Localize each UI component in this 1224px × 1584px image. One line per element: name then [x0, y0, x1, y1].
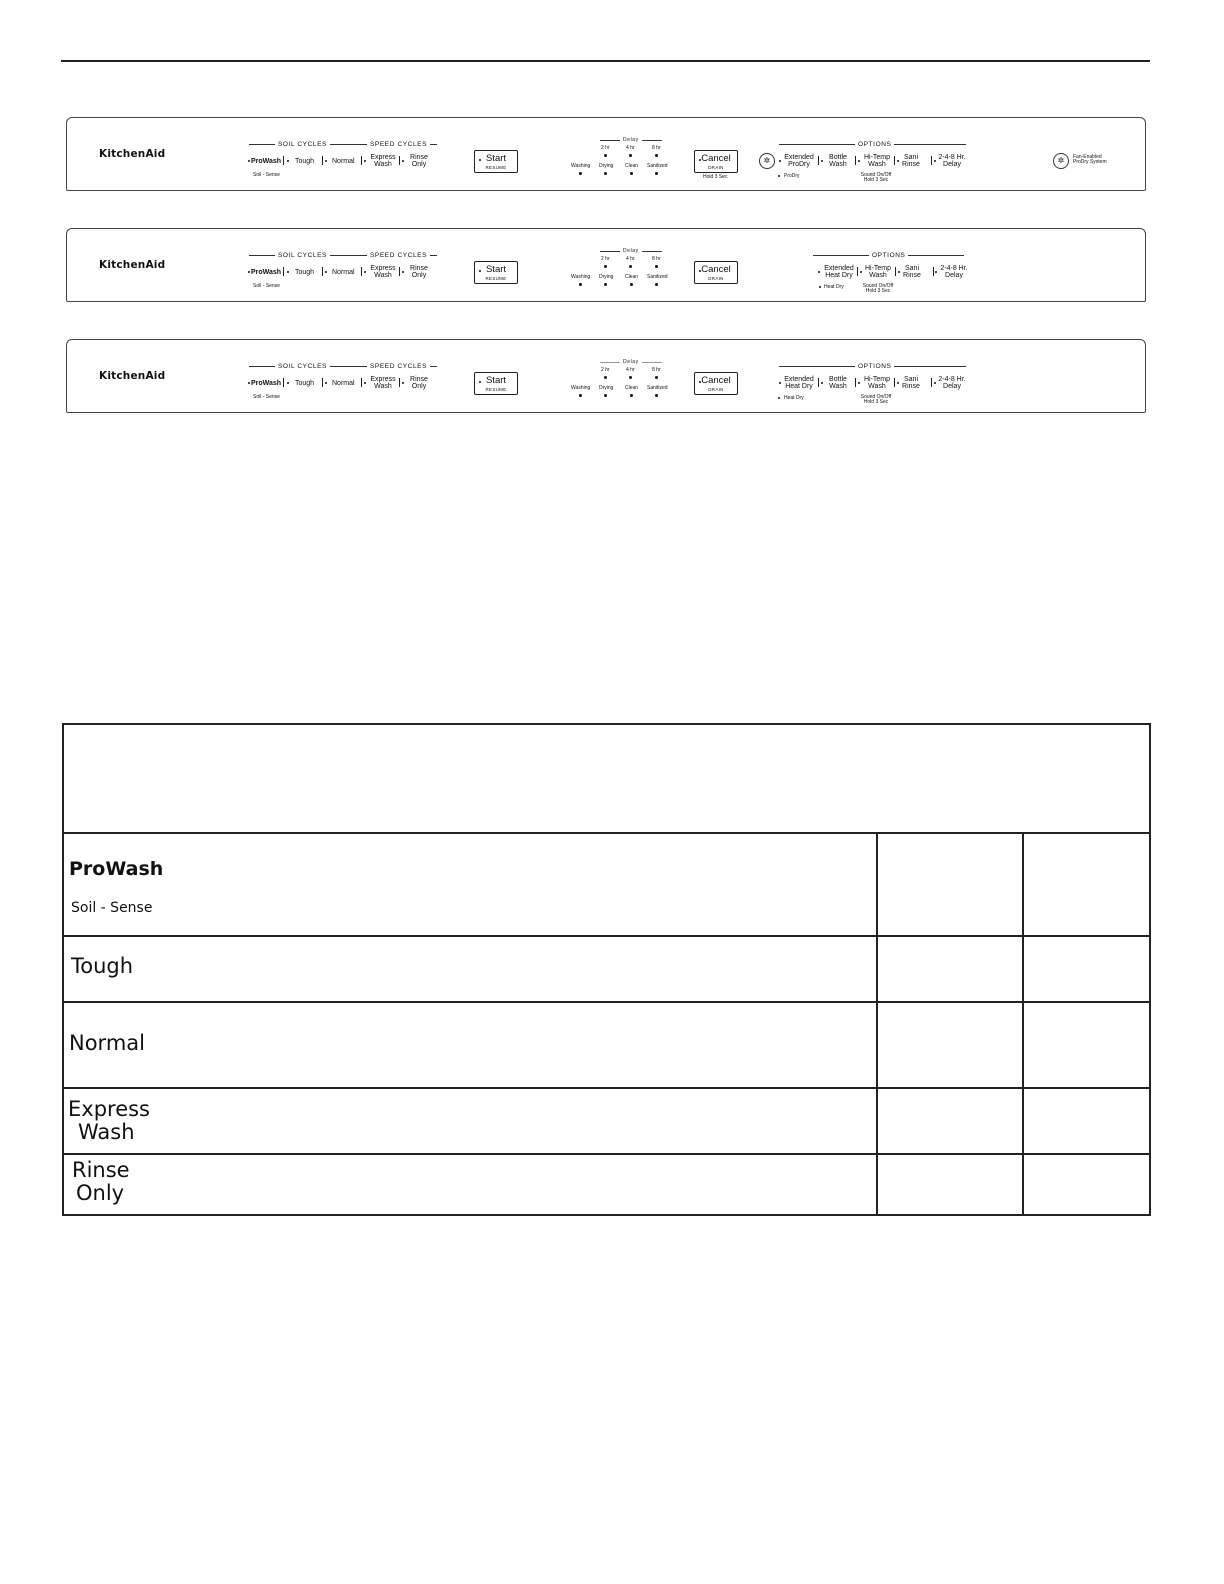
- table-cell: [1023, 1154, 1150, 1215]
- extended-heat-dry-button[interactable]: Extended Heat Dry: [784, 376, 814, 390]
- control-panel-2: [66, 228, 1146, 302]
- hi-temp-wash-button[interactable]: Hi-Temp Wash: [863, 154, 891, 168]
- table-row: [63, 1154, 1150, 1215]
- table-cell: [1023, 1002, 1150, 1088]
- brand-logo: KitchenAid: [99, 148, 166, 160]
- control-panel-3: [66, 339, 1146, 413]
- sound-label: Sound On/Off Hold 3 Sec: [860, 172, 892, 183]
- table-row: [63, 833, 1150, 936]
- delay-4hr-label: 4 hr: [626, 256, 635, 262]
- table-row: [63, 1002, 1150, 1088]
- prodry-indicator-label: ProDry: [784, 173, 800, 179]
- delay-button[interactable]: 2-4-8 Hr. Delay: [940, 265, 968, 279]
- normal-button[interactable]: Normal: [332, 158, 355, 165]
- delay-2hr-label: 2 hr: [601, 256, 610, 262]
- cycle-name: ProWash: [69, 858, 164, 880]
- brand-logo: KitchenAid: [99, 259, 166, 271]
- start-button[interactable]: Start RESUME: [474, 261, 518, 284]
- delay-2hr-label: 2 hr: [601, 367, 610, 373]
- status-sanitized: Sanitized: [647, 274, 668, 280]
- heat-dry-indicator-label: Heat Dry: [784, 395, 804, 401]
- status-drying: Drying: [599, 385, 614, 391]
- sound-label: Sound On/Off Hold 3 Sec: [862, 283, 894, 294]
- tough-button[interactable]: Tough: [295, 158, 315, 165]
- delay-button[interactable]: 2-4-8 Hr. Delay: [938, 154, 966, 168]
- status-drying: Drying: [599, 163, 614, 169]
- sani-rinse-button[interactable]: Sani Rinse: [902, 376, 920, 390]
- control-panel-1: [66, 117, 1146, 191]
- normal-button[interactable]: Normal: [332, 269, 355, 276]
- delay-4hr-label: 4 hr: [626, 145, 635, 151]
- sani-rinse-button[interactable]: Sani Rinse: [903, 265, 921, 279]
- indicator-light: [248, 160, 250, 162]
- status-washing: Washing: [571, 163, 591, 169]
- status-washing: Washing: [571, 274, 591, 280]
- table-cell: [877, 833, 1023, 936]
- cycle-name: Tough: [71, 954, 134, 978]
- delay-4hr-light: [629, 154, 632, 157]
- speed-cycles-heading: SPEED CYCLES: [359, 141, 437, 148]
- options-heading: OPTIONS: [779, 141, 966, 148]
- rinse-only-button[interactable]: Rinse Only: [410, 376, 428, 390]
- table-row: [63, 1088, 1150, 1154]
- options-heading: OPTIONS: [779, 363, 966, 370]
- cycle-name: Rinse: [72, 1158, 130, 1182]
- cycle-name: Normal: [69, 1031, 145, 1055]
- tough-button[interactable]: Tough: [295, 380, 315, 387]
- speed-cycles-heading: SPEED CYCLES: [359, 363, 437, 370]
- extended-heat-dry-button[interactable]: Extended Heat Dry: [824, 265, 854, 279]
- status-sanitized: Sanitized: [647, 385, 668, 391]
- delay-2hr-light: [604, 154, 607, 157]
- cancel-button[interactable]: Cancel DRAIN: [694, 261, 738, 284]
- soil-sense-label: Soil - Sense: [253, 394, 280, 400]
- cancel-button[interactable]: Cancel DRAIN: [694, 150, 738, 173]
- express-wash-button[interactable]: Express Wash: [370, 154, 396, 168]
- delay-8hr-label: 8 hr: [652, 145, 661, 151]
- table-header-cell: [63, 724, 1150, 833]
- start-button[interactable]: Start RESUME: [474, 150, 518, 173]
- top-rule: [61, 60, 1150, 62]
- delay-8hr-light: [655, 154, 658, 157]
- heat-dry-indicator-label: Heat Dry: [824, 284, 844, 290]
- rinse-only-button[interactable]: Rinse Only: [410, 265, 428, 279]
- cycle-name-cell: [63, 936, 877, 1002]
- table-cell: [1023, 1088, 1150, 1154]
- delay-2hr-label: 2 hr: [601, 145, 610, 151]
- delay-heading: Delay: [600, 137, 662, 143]
- table-cell: [877, 936, 1023, 1002]
- status-clean: Clean: [625, 163, 639, 169]
- cycle-name-line2: Wash: [78, 1120, 135, 1144]
- table-header-row: [63, 724, 1150, 833]
- delay-8hr-label: 8 hr: [652, 367, 661, 373]
- bottle-wash-button[interactable]: Bottle Wash: [829, 376, 847, 390]
- status-sanitized: Sanitized: [647, 163, 668, 169]
- options-heading: OPTIONS: [813, 252, 964, 259]
- status-clean: Clean: [625, 385, 639, 391]
- cycle-name: Express: [68, 1097, 151, 1121]
- fan-enabled-label: Fan-Enabled ProDry System: [1073, 154, 1107, 165]
- prowash-button[interactable]: ProWash: [251, 269, 282, 276]
- speed-cycles-heading: SPEED CYCLES: [359, 252, 437, 259]
- cycle-sub-label: Soil - Sense: [71, 900, 153, 916]
- cycle-name-cell: [63, 833, 877, 936]
- soil-sense-label: Soil - Sense: [253, 172, 280, 178]
- delay-8hr-label: 8 hr: [652, 256, 661, 262]
- soil-sense-label: Soil - Sense: [253, 283, 280, 289]
- soil-cycles-heading: SOIL CYCLES: [249, 363, 360, 370]
- status-drying: Drying: [599, 274, 614, 280]
- cycle-table: [62, 723, 1151, 1216]
- express-wash-button[interactable]: Express Wash: [370, 376, 396, 390]
- cancel-hold-label: Hold 3 Sec: [703, 174, 728, 180]
- table-cell: [1023, 833, 1150, 936]
- prowash-button[interactable]: ProWash: [251, 158, 282, 165]
- delay-button[interactable]: 2-4-8 Hr. Delay: [938, 376, 966, 390]
- normal-button[interactable]: Normal: [332, 380, 355, 387]
- status-washing: Washing: [571, 385, 591, 391]
- table-row: [63, 936, 1150, 1002]
- prowash-button[interactable]: ProWash: [251, 380, 282, 387]
- brand-logo: KitchenAid: [99, 370, 166, 382]
- sound-label: Sound On/Off Hold 3 Sec: [860, 394, 892, 405]
- rinse-only-button[interactable]: Rinse Only: [410, 154, 428, 168]
- table-cell: [877, 1002, 1023, 1088]
- soil-cycles-heading: SOIL CYCLES: [249, 141, 360, 148]
- delay-heading: Delay: [600, 359, 662, 365]
- hi-temp-wash-button[interactable]: Hi-Temp Wash: [863, 376, 891, 390]
- cycle-name-cell: [63, 1154, 877, 1215]
- delay-4hr-label: 4 hr: [626, 367, 635, 373]
- delay-heading: Delay: [600, 248, 662, 254]
- cancel-button[interactable]: Cancel DRAIN: [694, 372, 738, 395]
- start-button[interactable]: Start RESUME: [474, 372, 518, 395]
- cycle-name-cell: [63, 1002, 877, 1088]
- cycle-name-cell: [63, 1088, 877, 1154]
- tough-button[interactable]: Tough: [295, 269, 315, 276]
- table-cell: [877, 1088, 1023, 1154]
- sani-rinse-button[interactable]: Sani Rinse: [902, 154, 920, 168]
- prodry-icon: ✲: [759, 153, 775, 169]
- status-clean: Clean: [625, 274, 639, 280]
- cycle-name-line2: Only: [76, 1181, 125, 1205]
- table-cell: [877, 1154, 1023, 1215]
- fan-icon: ✲: [1053, 153, 1069, 169]
- soil-cycles-heading: SOIL CYCLES: [249, 252, 360, 259]
- bottle-wash-button[interactable]: Bottle Wash: [829, 154, 847, 168]
- express-wash-button[interactable]: Express Wash: [370, 265, 396, 279]
- table-cell: [1023, 936, 1150, 1002]
- hi-temp-wash-button[interactable]: Hi-Temp Wash: [864, 265, 892, 279]
- extended-prodry-button[interactable]: Extended ProDry: [784, 154, 814, 168]
